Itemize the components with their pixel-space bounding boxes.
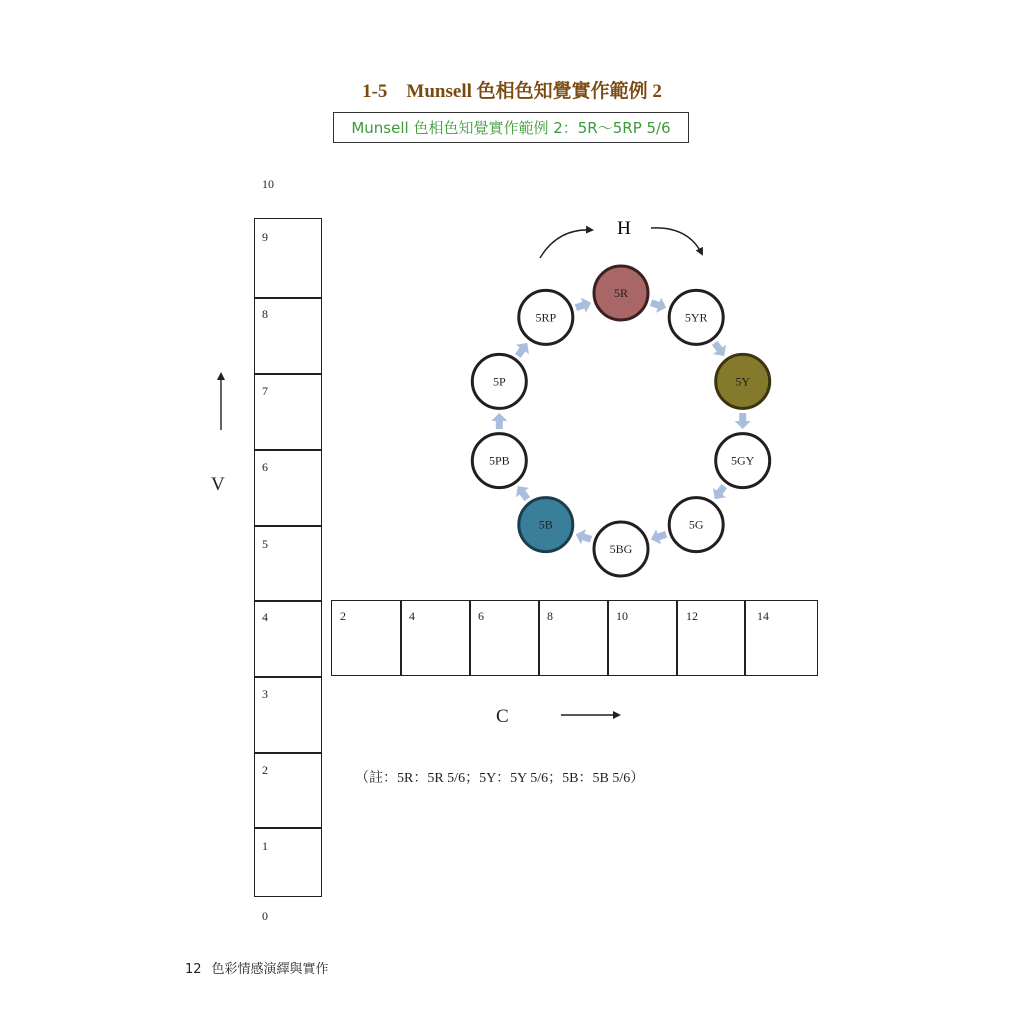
hue-label-5yr: 5YR	[684, 310, 708, 325]
chroma-axis-label: C	[496, 706, 509, 727]
hue-label-5b: 5B	[538, 517, 553, 532]
hue-arrow	[491, 413, 507, 429]
hue-arrow	[735, 413, 751, 429]
book-title: 色彩情感演繹與實作	[211, 962, 329, 977]
hue-arrow	[649, 295, 669, 315]
chroma-cell-label: 12	[686, 609, 698, 623]
hue-label-5p: 5P	[492, 374, 506, 389]
value-axis-label: V	[211, 474, 225, 495]
hue-arrow	[708, 481, 730, 503]
value-cell-label: 3	[262, 687, 268, 701]
note: （註：5R：5R 5/6；5Y：5Y 5/6；5B：5B 5/6）	[355, 771, 645, 786]
hue-label-5g: 5G	[688, 517, 704, 532]
value-cell-label: 6	[262, 460, 268, 474]
value-cell-label: 7	[262, 384, 268, 398]
hue-label-5r: 5R	[613, 286, 629, 300]
hue-arrow	[649, 527, 669, 547]
hue-label-5gy: 5GY	[731, 453, 755, 468]
hue-arrow	[708, 338, 730, 360]
hue-label-5y: 5Y	[735, 374, 751, 389]
value-cell-label: 5	[262, 537, 268, 551]
chroma-cell-label: 14	[757, 609, 769, 623]
hue-arrow	[511, 481, 533, 503]
hue-label-5pb: 5PB	[488, 453, 510, 468]
page-title: 1-5 Munsell 色相色知覺實作範例 2	[362, 81, 662, 102]
chroma-cell-label: 6	[478, 609, 484, 623]
value-top-label: 10	[262, 177, 274, 191]
chroma-cell-label: 10	[616, 609, 628, 623]
hue-axis-arrow-right	[651, 228, 702, 254]
chroma-cell-label: 8	[547, 609, 553, 623]
hue-ring	[472, 266, 769, 576]
chroma-cell-label: 2	[340, 609, 346, 623]
chroma-cell-label: 4	[409, 609, 415, 623]
hue-label-5bg: 5BG	[609, 542, 633, 556]
value-cell-label: 4	[262, 610, 268, 624]
subtitle-text: Munsell 色相色知覺實作範例 2：5R～5RP 5/6	[351, 119, 671, 137]
page-number: 12	[185, 962, 202, 977]
hue-label-5rp: 5RP	[535, 310, 557, 325]
value-cell-label: 9	[262, 230, 268, 244]
page-footer	[185, 958, 329, 977]
hue-arrow	[573, 527, 593, 547]
hue-arrow	[511, 338, 533, 360]
value-cell-label: 2	[262, 763, 268, 777]
value-cell-label: 8	[262, 307, 268, 321]
hue-axis-arrow-left	[540, 230, 592, 258]
hue-axis-label: H	[617, 218, 631, 239]
hue-arrow	[573, 295, 593, 315]
value-cell-label: 1	[262, 839, 268, 853]
value-bottom-label: 0	[262, 909, 268, 923]
